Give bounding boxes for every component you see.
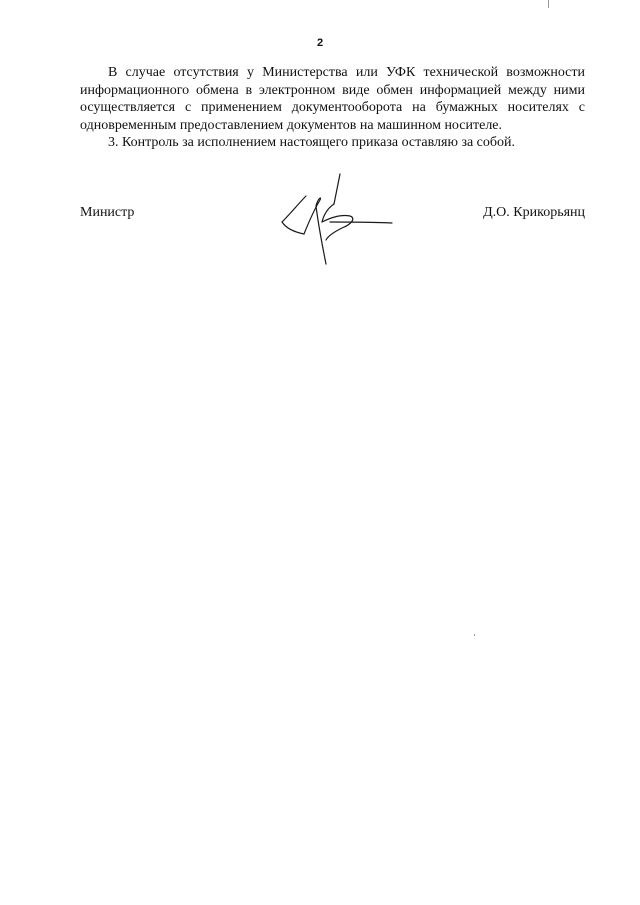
signer-name: Д.О. Крикорьянц	[483, 205, 585, 220]
page-number: 2	[316, 37, 324, 49]
scan-mark-bottom	[474, 634, 475, 636]
paragraph-control: 3. Контроль за исполнением настоящего приказа оставляю за собой.	[108, 135, 516, 150]
signer-title: Министр	[80, 205, 135, 220]
document-body	[80, 64, 585, 152]
paragraph-exchange-conditions: В случае отсутствия у Министерства или УФК технической возможности информационного обмена в электронном виде обмен информацией между ними осуществляется с применением документооборота на бумажных носителях с одновременным предоставлением документов на машинном носителе.	[80, 65, 585, 133]
handwritten-signature-icon	[276, 172, 396, 268]
scan-mark-top	[548, 0, 549, 8]
